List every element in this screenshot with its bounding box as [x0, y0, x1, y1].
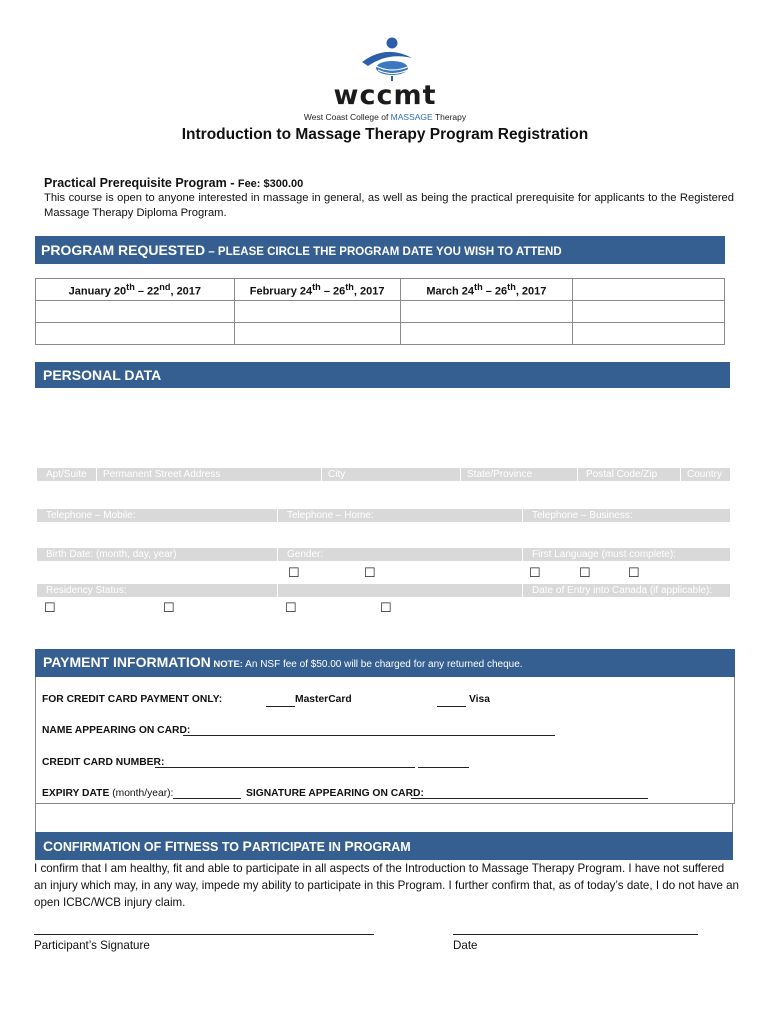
gender-label: Gender: — [277, 548, 522, 561]
logo-subtitle: West Coast College of MASSAGE Therapy — [303, 112, 467, 122]
participant-signature-label: Participant’s Signature — [34, 939, 150, 952]
language-checkbox[interactable]: ☐ — [579, 565, 591, 580]
program-date-option[interactable]: February 24th – 26th, 2017 — [234, 279, 400, 301]
signature-on-card-label: SIGNATURE APPEARING ON CARD: — [246, 788, 424, 799]
residency-checkbox[interactable]: ☐ — [163, 600, 175, 615]
empty-cell — [234, 323, 400, 345]
payment-information-header: PAYMENT INFORMATION NOTE: An NSF fee of $50.00 will be charged for any returned cheque. — [35, 649, 735, 677]
country-label: Country — [680, 468, 730, 481]
phone-home-label: Telephone – Home: — [277, 509, 522, 522]
page-title: Introduction to Massage Therapy Program Registration — [181, 126, 589, 143]
state-province-label: State/Province — [460, 468, 578, 481]
name-on-card-field[interactable] — [183, 725, 555, 736]
phone-business-label: Telephone – Business: — [522, 509, 730, 522]
empty-cell — [400, 323, 573, 345]
language-checkbox[interactable]: ☐ — [628, 565, 640, 580]
empty-cell — [36, 323, 235, 345]
program-dates-table — [35, 278, 725, 345]
expiry-date-label: EXPIRY DATE (month/year): — [42, 788, 174, 799]
gender-checkbox[interactable]: ☐ — [288, 565, 300, 580]
empty-cell — [400, 301, 573, 323]
residency-checkbox[interactable]: ☐ — [285, 600, 297, 615]
residency-status-label: Residency Status: — [37, 584, 277, 597]
confirmation-header: CONFIRMATION OF FITNESS TO PARTICIPATE IN PROGRAM — [35, 832, 733, 860]
prerequisite-description: This course is open to anyone interested in massage in general, as well as being the practical prerequisite for applicants to the Registered Massage Therapy Diploma Program. — [44, 192, 734, 219]
empty-cell — [573, 279, 725, 301]
birth-date-label: Birth Date: (month, day, year) — [37, 548, 277, 561]
program-date-option[interactable]: January 20th – 22nd, 2017 — [36, 279, 235, 301]
empty-cell — [234, 301, 400, 323]
visa-label: Visa — [469, 694, 490, 705]
logo-figure-icon — [352, 36, 422, 82]
residency-checkbox[interactable]: ☐ — [44, 600, 56, 615]
entry-date-label: Date of Entry into Canada (if applicable): — [522, 584, 730, 597]
credit-card-cvv-field[interactable] — [418, 757, 469, 768]
program-date-option[interactable]: March 24th – 26th, 2017 — [400, 279, 573, 301]
phone-mobile-label: Telephone – Mobile: — [37, 509, 277, 522]
mastercard-blank[interactable] — [266, 696, 295, 707]
participant-signature-line[interactable] — [34, 934, 374, 935]
residency-checkbox[interactable]: ☐ — [380, 600, 392, 615]
empty-cell — [573, 323, 725, 345]
postal-code-label: Postal Code/Zip — [577, 468, 681, 481]
empty-cell — [36, 301, 235, 323]
date-label: Date — [453, 939, 478, 952]
date-line[interactable] — [453, 934, 698, 935]
language-checkbox[interactable]: ☐ — [529, 565, 541, 580]
empty-cell — [573, 301, 725, 323]
mastercard-label: MasterCard — [295, 694, 352, 705]
credit-card-number-label: CREDIT CARD NUMBER: — [42, 757, 165, 768]
prerequisite-heading: Practical Prerequisite Program - Fee: $300.00 — [44, 176, 304, 190]
credit-card-number-field[interactable] — [155, 757, 415, 768]
visa-blank[interactable] — [437, 696, 466, 707]
name-on-card-label: NAME APPEARING ON CARD: — [42, 725, 191, 736]
city-label: City — [321, 468, 461, 481]
college-logo — [300, 36, 470, 126]
logo-wordmark: wccmt — [333, 80, 437, 111]
residency-status-field — [277, 584, 522, 597]
program-requested-header: PROGRAM REQUESTED – PLEASE CIRCLE THE PROGRAM DATE YOU WISH TO ATTEND — [35, 236, 725, 264]
personal-data-header: PERSONAL DATA — [35, 362, 730, 388]
fee-label: Fee: $300.00 — [237, 178, 304, 190]
street-address-label: Permanent Street Address — [96, 468, 322, 481]
confirmation-text: I confirm that I am healthy, fit and able to participate in all aspects of the Introduction to Massage Therapy Program. I have not suffered an injury which may, in any way, impede my ability to participate in this Program. I further confirm that, as of today’s date, I do not have an open ICBC/WCB injury claim. — [34, 862, 739, 909]
credit-card-only-label: FOR CREDIT CARD PAYMENT ONLY: — [42, 694, 223, 705]
gender-checkbox[interactable]: ☐ — [364, 565, 376, 580]
first-language-label: First Language (must complete): — [522, 548, 730, 561]
signature-on-card-field[interactable] — [411, 788, 648, 799]
expiry-date-field[interactable] — [173, 788, 241, 799]
apt-suite-label: Apt/Suite — [37, 468, 97, 481]
